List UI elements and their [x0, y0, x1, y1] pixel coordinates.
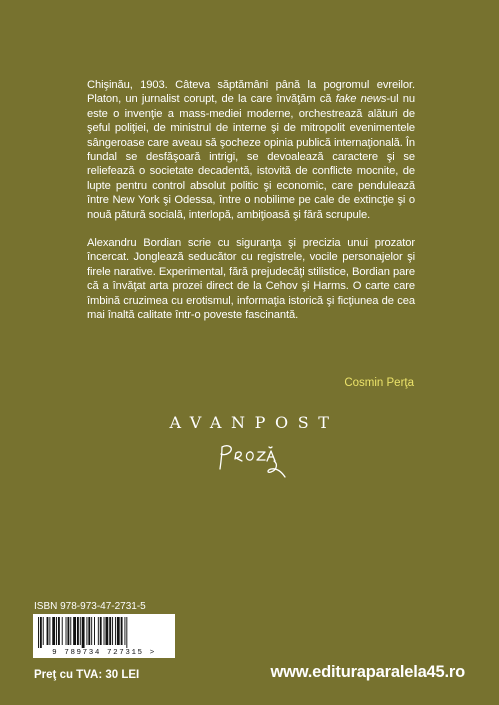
collection-signature-logo: [214, 438, 294, 480]
blurb-paragraph-2: Alexandru Bordian scrie cu siguranţa şi precizia unui prozator încercat. Jonglează seducător cu registrele, vocile personajelor şi firele narative. Experimental, fără prejudecăţi stilistice, Bordian pare că a învăţat arta prozei direct de la Cehov şi Harms. O carte care îmbină cruzimea cu erotismul, informaţia istorică şi ficţiunea de cea mai înaltă calitate într-o poveste fascinantă.: [87, 237, 415, 322]
blurb-paragraph-1: [87, 78, 415, 222]
publisher-website: www.edituraparalela45.ro: [270, 663, 465, 681]
barcode-bars: [38, 617, 170, 648]
blurb-p1-italic: fake news: [335, 93, 387, 106]
imprint-logo: AVANPOST: [169, 413, 339, 432]
blurb-p1-start: Chişinău, 1903. Câteva săptămâni până la pogromul evreilor. Platon, un jurnalist corupt, de la care învăţăm că: [87, 79, 415, 106]
blurb-p1-end: -ul nu este o invenţie a mass-mediei moderne, orchestrează alături de şeful poliţiei, de ministrul de interne şi de mitropolit evenimentele sângeroase care aveau să şocheze opinia publică internaţională. În fundal se desfăşoară intrigi, se devoalează caractere şi se reliefează o societate decadentă, istovită de conflicte mocnite, de lupte pentru control absolut politic şi economic, care pendulează între New York şi Odessa, între o nobilime pe cale de extincţie şi o nouă pătură socială, interlopă, ambiţioasă şi fără scrupule.: [87, 93, 415, 221]
isbn-barcode: [33, 614, 175, 658]
barcode-digits: 9 789734 727315 >: [52, 649, 156, 657]
price: Preţ cu TVA: 30 LEI: [34, 669, 140, 681]
blurb: [87, 78, 415, 323]
isbn-label: ISBN 978-973-47-2731-5: [34, 601, 146, 612]
blurb-author: Cosmin Perţa: [344, 377, 414, 389]
